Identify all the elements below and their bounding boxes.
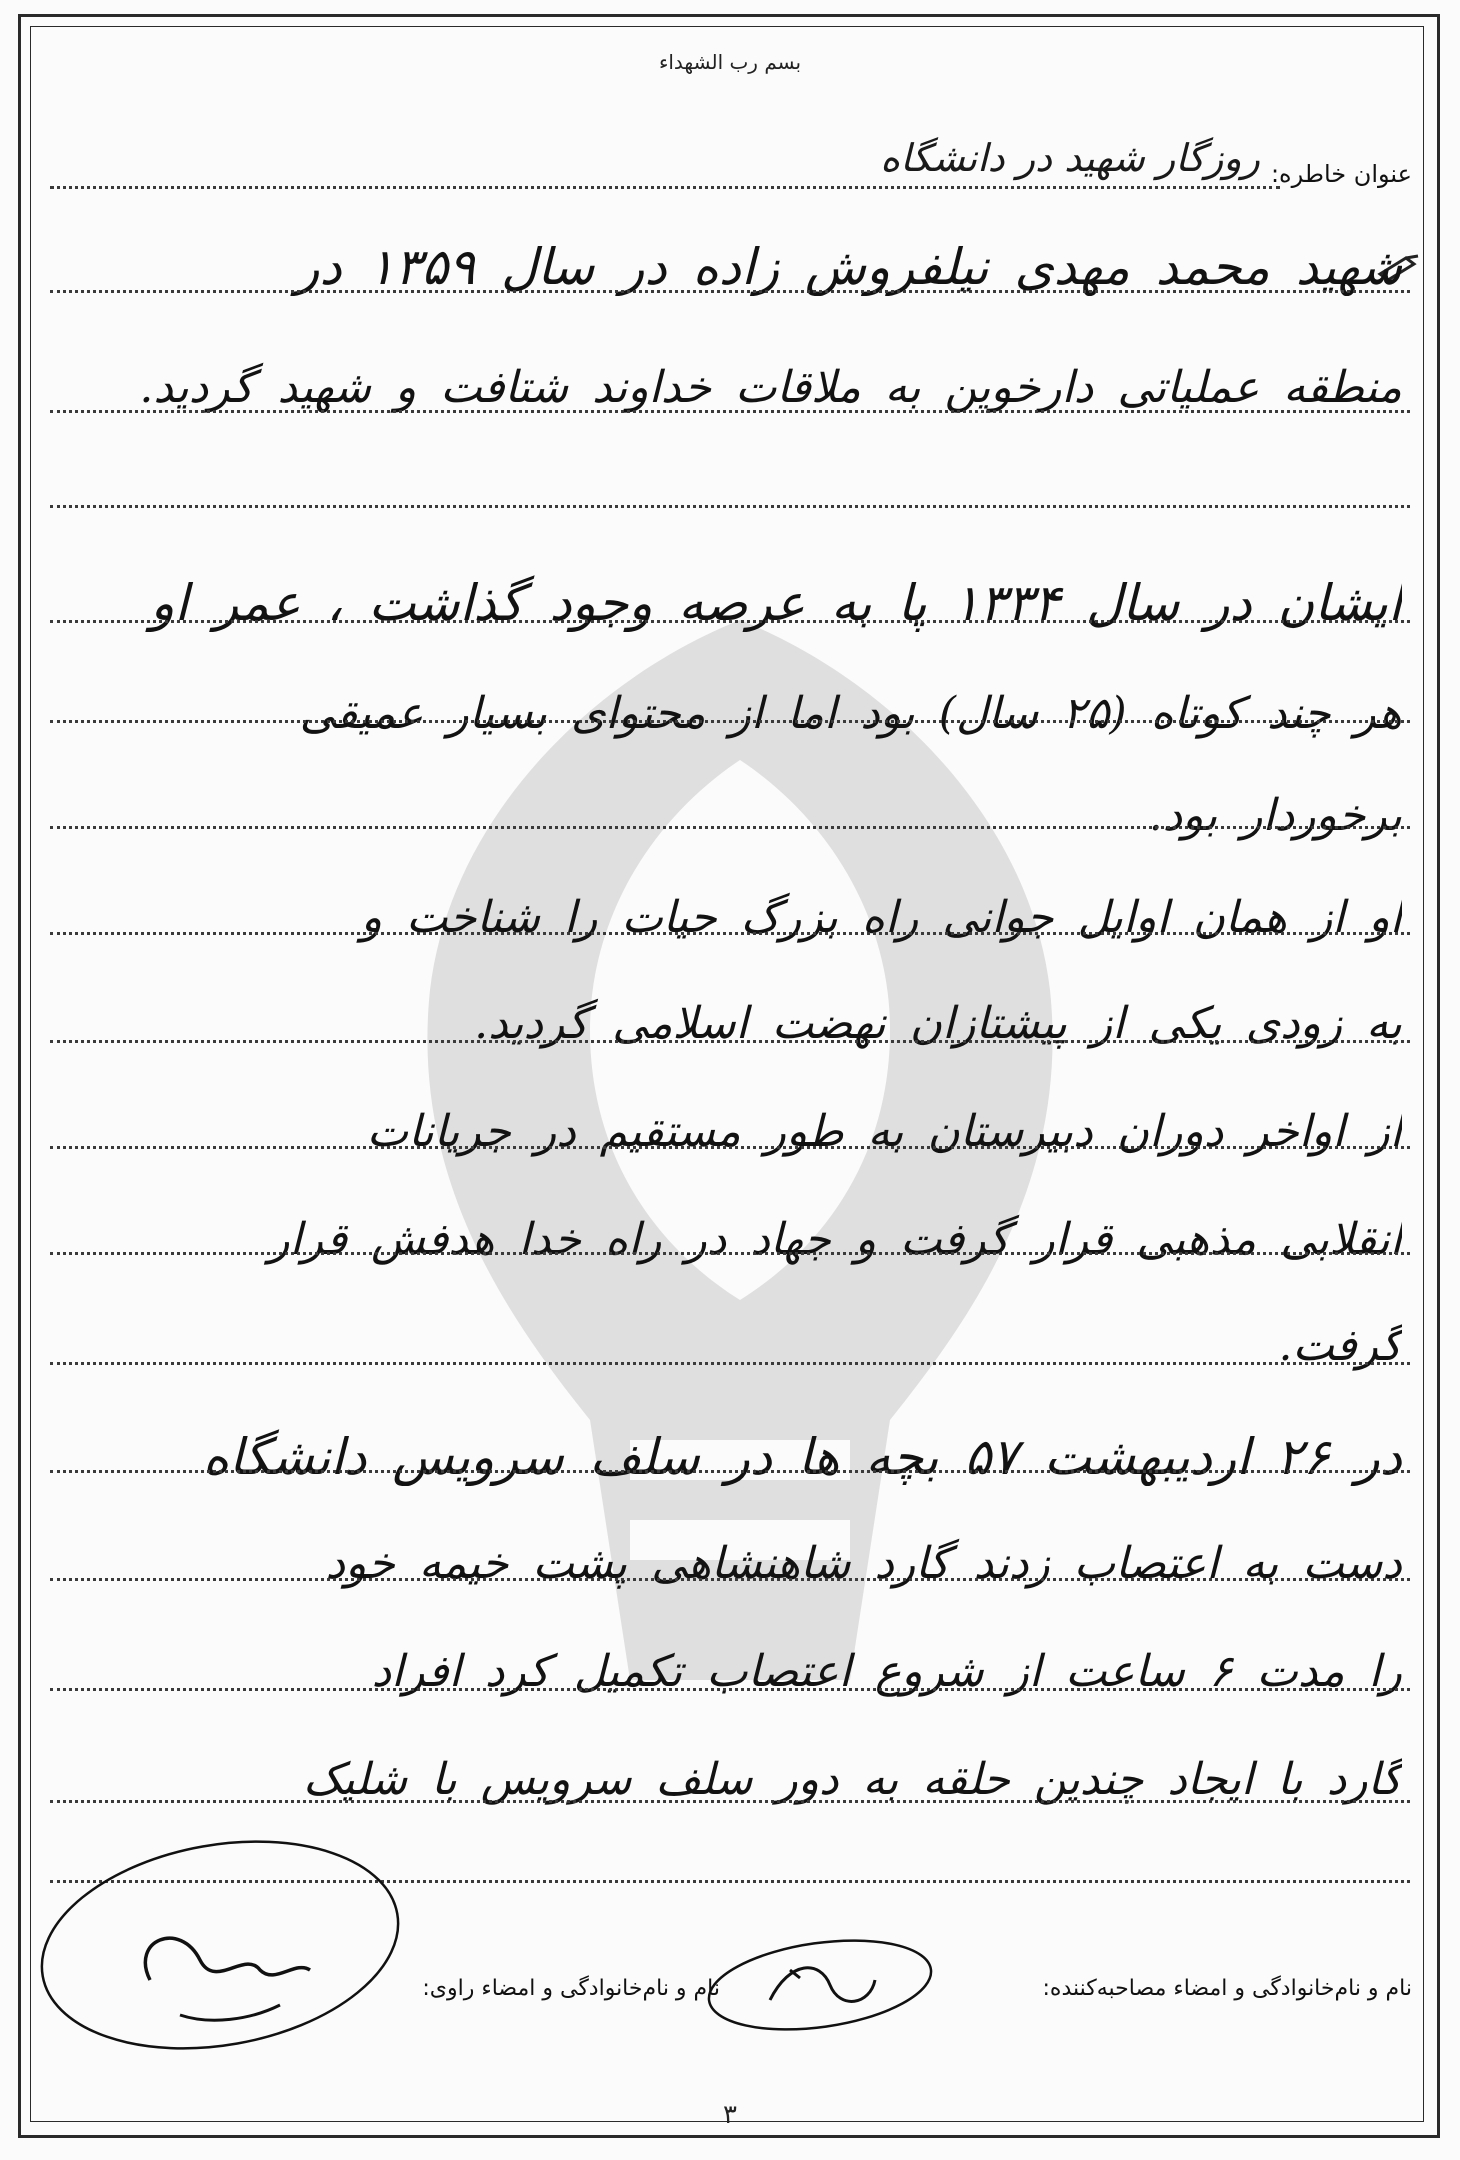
rule-line-10 — [50, 1252, 1410, 1255]
page-number: ٣ — [723, 2100, 737, 2130]
memoir-line-3: ایشان در سال ۱۳۳۴ پا به عرصه وجود گذاشت ، عمر او — [150, 574, 1402, 632]
memoir-line-12: دست به اعتصاب زدند گارد شاهنشاهی پشت خیمه خود — [325, 1538, 1402, 1589]
memoir-line-10: گرفت. — [1278, 1320, 1402, 1371]
rule-line-7 — [50, 932, 1410, 935]
rule-line-2 — [50, 410, 1410, 413]
rule-line-12 — [50, 1470, 1410, 1473]
rule-line-5 — [50, 720, 1410, 723]
memoir-line-11: در ۲۶ اردیبهشت ۵۷ بچه ها در سلف سرویس دانشگاه — [202, 1428, 1402, 1486]
memoir-title-value: روزگار شهید در دانشگاه — [880, 136, 1260, 180]
memoir-line-1: شهید محمد مهدی نیلفروش زاده در سال ۱۳۵۹ در — [295, 238, 1402, 296]
narrator-signature — [30, 1820, 420, 2060]
rule-line-9 — [50, 1146, 1410, 1149]
interviewer-signature-label: نام و نام‌خانوادگی و امضاء مصاحبه‌کننده: — [1042, 1976, 1412, 2001]
memoir-line-14: گارد با ایجاد چندین حلقه به دور سلف سرویس با شلیک — [303, 1754, 1402, 1805]
bismillah-header: بسم رب الشهداء — [658, 50, 802, 74]
memoir-title-label: عنوان خاطره: — [1270, 160, 1412, 188]
rule-line-14 — [50, 1688, 1410, 1691]
memoir-line-2: منطقه عملیاتی دارخوین به ملاقات خداوند شتافت و شهید گردید. — [139, 362, 1402, 413]
memoir-line-7: به زودی یکی از پیشتازان نهضت اسلامی گردید. — [474, 998, 1402, 1049]
rule-line-6 — [50, 826, 1410, 829]
memoir-line-5: برخوردار بود. — [1148, 790, 1402, 841]
rule-line-11 — [50, 1362, 1410, 1365]
memoir-line-9: انقلابی مذهبی قرار گرفت و جهاد در راه خدا هدفش قرار — [268, 1214, 1402, 1265]
rule-line-4 — [50, 620, 1410, 623]
memoir-line-13: را مدت ۶ ساعت از شروع اعتصاب تکمیل کرد افراد — [371, 1646, 1402, 1697]
memoir-line-4: هر چند کوتاه (۲۵ سال) بود اما از محتوای بسیار عمیقی — [299, 688, 1402, 739]
memoir-line-6: او از همان اوایل جوانی راه بزرگ حیات را شناخت و — [360, 892, 1402, 943]
interviewer-signature — [700, 1930, 940, 2040]
rule-line-1 — [50, 290, 1410, 293]
rule-line-3 — [50, 505, 1410, 508]
rule-line-15 — [50, 1800, 1410, 1803]
rule-line-8 — [50, 1040, 1410, 1043]
title-rule — [50, 186, 1280, 189]
rule-line-13 — [50, 1578, 1410, 1581]
narrator-signature-label: نام و نام‌خانوادگی و امضاء راوی: — [422, 1976, 720, 2001]
memoir-line-8: از اواخر دوران دبیرستان به طور مستقیم در جریانات — [366, 1106, 1402, 1157]
